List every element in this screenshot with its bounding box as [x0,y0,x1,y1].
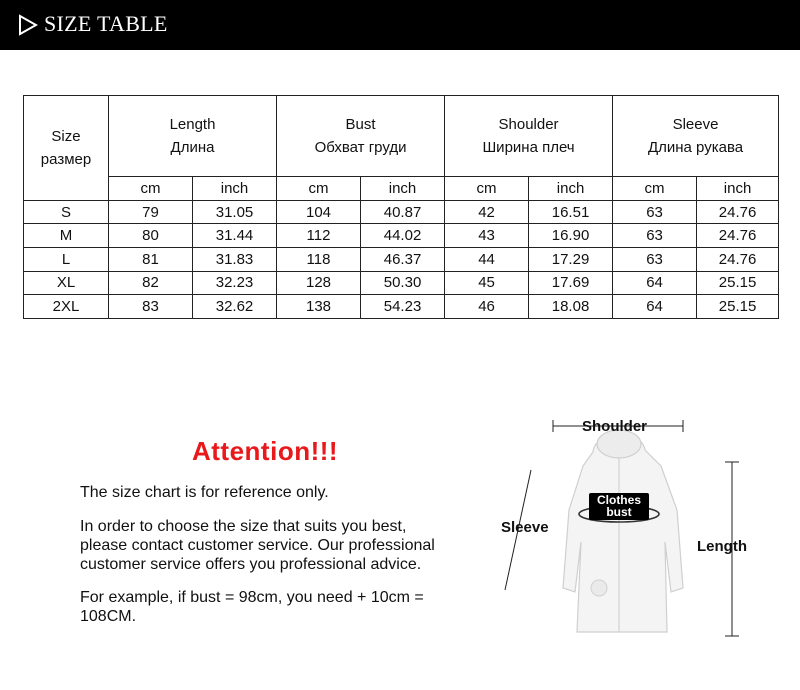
header-bar [0,0,800,50]
advice-paragraph [80,517,435,574]
table-cell: 32.23 [193,271,277,295]
table-cell: 64 [613,295,697,319]
shoulder-header-cell [445,96,613,177]
size-cell: M [24,224,109,248]
table-cell: 17.69 [529,271,613,295]
reference-note: The size chart is for reference only. [80,484,329,501]
table-cell: 45 [445,271,529,295]
table-cell: 16.51 [529,200,613,224]
table-cell: 24.76 [697,224,779,248]
sleeve-label: Sleeve [501,519,549,536]
group-header-en: Sleeve [672,116,719,134]
advice-line: please contact customer service. Our professional [80,537,435,554]
table-cell: 46 [445,295,529,319]
size-table [23,95,779,319]
group-header-ru: Длина рукава [647,139,744,157]
advice-line: customer service offers you professional advice. [80,556,422,573]
table-cell: 43 [445,224,529,248]
group-header-en: Length [169,116,216,134]
unit-cell: inch [361,177,445,201]
table-cell: 83 [109,295,193,319]
table-cell: 44 [445,248,529,272]
table-row [24,271,779,295]
group-header-ru: Обхват груди [314,139,407,157]
table-cell: 54.23 [361,295,445,319]
table-cell: 63 [613,224,697,248]
table-cell: 16.90 [529,224,613,248]
table-cell: 25.15 [697,271,779,295]
unit-cell: inch [697,177,779,201]
unit-cell: cm [109,177,193,201]
table-cell: 118 [277,248,361,272]
group-header-en: Shoulder [498,116,559,134]
table-cell: 17.29 [529,248,613,272]
unit-cell: inch [529,177,613,201]
coat-silhouette [563,430,683,632]
size-cell: L [24,248,109,272]
group-header-ru: Длина [170,139,215,157]
size-header-cell [24,96,109,201]
table-cell: 31.44 [193,224,277,248]
example-paragraph [80,588,424,626]
shoulder-label: Shoulder [582,418,648,435]
table-cell: 81 [109,248,193,272]
table-cell: 50.30 [361,271,445,295]
table-row [24,295,779,319]
table-cell: 63 [613,200,697,224]
table-cell: 44.02 [361,224,445,248]
group-header-en: Bust [345,116,376,134]
table-cell: 46.37 [361,248,445,272]
table-cell: 63 [613,248,697,272]
page-title: SIZE TABLE [44,11,168,36]
size-header-ru: размер [40,150,92,168]
table-cell: 32.62 [193,295,277,319]
table-cell: 104 [277,200,361,224]
table-cell: 138 [277,295,361,319]
table-cell: 24.76 [697,200,779,224]
example-line: 108CM. [80,608,137,625]
table-cell: 79 [109,200,193,224]
table-cell: 80 [109,224,193,248]
length-label: Length [697,538,747,555]
table-cell: 128 [277,271,361,295]
bust-header-cell [277,96,445,177]
badge-line2: bust [606,505,632,519]
attention-heading: Attention!!! [192,436,339,466]
size-header-en: Size [51,127,81,145]
table-cell: 18.08 [529,295,613,319]
table-header-row [24,96,779,177]
table-cell: 42 [445,200,529,224]
clothes-bust-badge [589,493,649,520]
size-cell: 2XL [24,295,109,319]
size-cell: XL [24,271,109,295]
group-header-ru: Ширина плеч [482,139,575,157]
advice-line: In order to choose the size that suits you best, [80,518,407,535]
table-row [24,248,779,272]
table-row [24,224,779,248]
unit-cell: cm [613,177,697,201]
unit-cell: cm [277,177,361,201]
length-header-cell [109,96,277,177]
table-cell: 31.83 [193,248,277,272]
badge-line1: Clothes [596,493,641,507]
table-cell: 64 [613,271,697,295]
table-cell: 112 [277,224,361,248]
table-cell: 25.15 [697,295,779,319]
play-arrow-icon [18,14,38,36]
unit-cell: inch [193,177,277,201]
table-cell: 24.76 [697,248,779,272]
table-cell: 40.87 [361,200,445,224]
table-cell: 82 [109,271,193,295]
table-row [24,200,779,224]
unit-cell: cm [445,177,529,201]
size-cell: S [24,200,109,224]
table-cell: 31.05 [193,200,277,224]
sleeve-header-cell [613,96,779,177]
units-row [24,177,779,201]
example-line: For example, if bust = 98cm, you need + 10cm = [80,589,424,606]
